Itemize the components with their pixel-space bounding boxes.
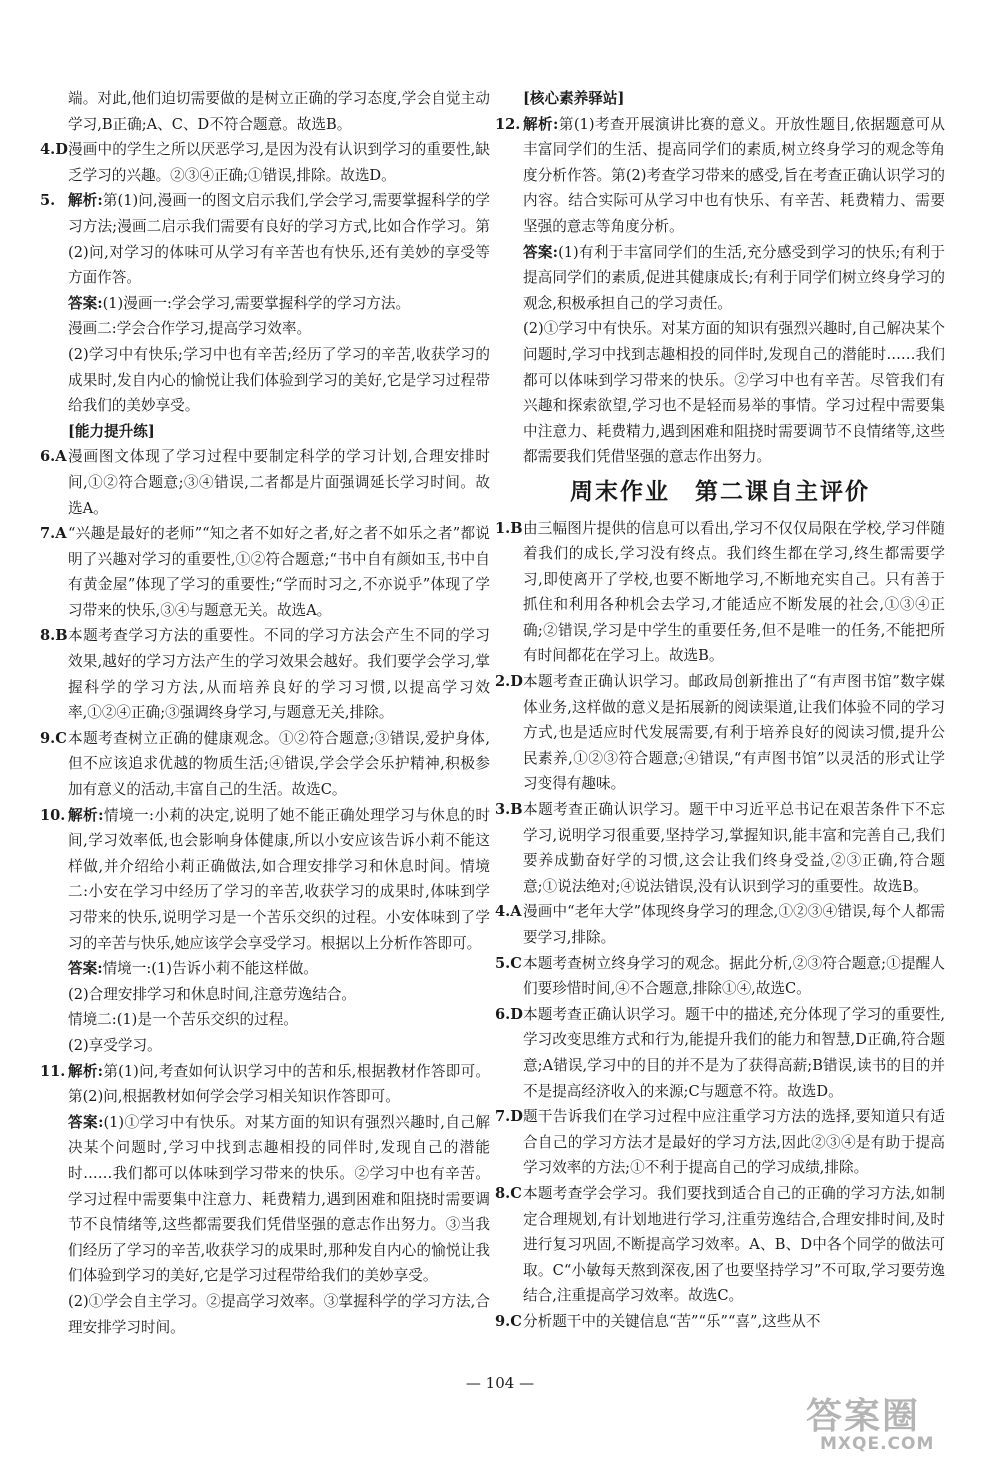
answer-entry: [495, 1181, 945, 1309]
answer-body: 情境一:(1)告诉小莉不能这样做。: [102, 960, 318, 978]
answer-body: 第(1)考查开展演讲比赛的意义。开放性题目,依据题意可从丰富同学们的生活、提高同学们的素质,树立终身学习的观念等角度分析作答。第(2)考查学习带来的感受,旨在考查正确认识学习的内容。结合实际可从学习中也有快乐、有辛苦、耗费精力、需要坚强的意志等角度分析。: [523, 115, 945, 235]
answer-label: 解析:: [523, 115, 559, 133]
answer-text: [68, 1289, 490, 1340]
answer-body: 漫画中的学生之所以厌恶学习,是因为没有认识到学习的重要性,缺乏学习的兴趣。②③④正确;①错误,排除。故选D。: [68, 141, 490, 184]
answer-number: 9.C: [495, 1312, 522, 1330]
answer-entry: [40, 1033, 490, 1059]
page-number: — 104 —: [465, 1374, 535, 1392]
answer-number: 5.C: [495, 954, 522, 972]
answer-label: [能力提升练]: [68, 422, 155, 440]
answer-label: 解析:: [68, 192, 103, 210]
answer-number: 8.C: [495, 1184, 522, 1202]
answer-label: 答案:: [68, 1113, 104, 1131]
answer-body: 本题考查学会学习。我们要找到适合自己的正确的学习方法,如制定合理规划,有计划地进行学习,注重劳逸结合,合理安排时间,及时进行复习巩固,不断提高学习效率。A、B、D中各个同学的做法可取。C“小敏每天熬到深夜,困了也要坚持学习”不可取,学习要劳逸结合,注重提高学习效率。故选C。: [523, 1184, 945, 1305]
answer-body: 由三幅图片提供的信息可以看出,学习不仅仅局限在学校,学习伴随着我们的成长,学习没有终点。我们终生都在学习,终生都需要学习,即使离开了学校,也要不断地学习,不断地充实自己。只有善于抓住和利用各种机会去学习,才能适应不断发展的社会,①③④正确;②错误,学习是中学生的重要任务,但不是唯一的任务,不能把所有时间都花在学习上。故选B。: [523, 519, 945, 665]
answer-text: [68, 726, 490, 803]
answer-entry: [495, 1002, 945, 1104]
answer-text: [68, 342, 490, 419]
answer-number: 7.A: [40, 525, 67, 543]
answer-body: (2)享受学习。: [68, 1036, 162, 1054]
answer-number: 7.D: [495, 1108, 523, 1126]
answer-text: [523, 669, 945, 797]
answer-entry: [495, 1104, 945, 1181]
answer-entry: [495, 899, 945, 950]
answer-body: (1)有利于丰富同学们的生活,充分感受到学习的快乐;有利于提高同学们的素质,促进其健康成长;有利于同学们树立终身学习的观念,积极承担自己的学习责任。: [523, 243, 946, 312]
answer-entry: [40, 623, 490, 725]
answer-text: [523, 1309, 945, 1335]
answer-text: [68, 803, 490, 957]
answer-text: [68, 188, 490, 290]
answer-entry: [40, 803, 490, 957]
answer-entry: [40, 982, 490, 1008]
answer-body: (2)学习中有快乐;学习中也有辛苦;经历了学习的辛苦,收获学习的成果时,发自内心的愉悦让我们体验到学习的美好,它是学习过程带给我们的美妙享受。: [68, 345, 490, 415]
answer-body: (2)①学会自主学习。②提高学习效率。③掌握科学的学习方法,合理安排学习时间。: [68, 1292, 490, 1336]
answer-number: 4.A: [495, 903, 522, 921]
answer-text: [68, 982, 490, 1008]
answer-body: 漫画中“老年大学”体现终身学习的理念,①②③④错误,每个人都需要学习,排除。: [523, 903, 945, 946]
answer-body: (1)①学习中有快乐。对某方面的知识有强烈兴趣时,自己解决某个问题时,学习中找到志趣相投的同伴时,发现自己的潜能时……我们都可以体味到学习带来的快乐。②学习中也有辛苦。学习过程中需要集中注意力、耗费精力,遇到困难和阻挠时需要调节不良情绪等,这些都需要我们凭借坚强的意志作出努力。③当我们经历了学习的辛苦,收获学习的成果时,那种发自内心的愉悦让我们体验到学习的美好,它是学习过程带给我们的美妙享受。: [68, 1113, 490, 1285]
answer-entry: [40, 86, 490, 137]
answer-entry: [40, 291, 490, 317]
answer-entry: [495, 86, 945, 112]
answer-entry: [495, 516, 945, 670]
answer-body: 情境二:(1)是一个苦乐交织的过程。: [68, 1011, 298, 1029]
answer-body: 漫画二:学会合作学习,提高学习效率。: [68, 320, 312, 338]
left-column: [40, 86, 490, 1340]
answer-entry: [495, 797, 945, 899]
answer-number: 3.B: [495, 801, 523, 819]
answer-body: (2)合理安排学习和休息时间,注意劳逸结合。: [68, 985, 357, 1003]
answer-text: [523, 86, 945, 112]
answer-entry: [495, 240, 945, 317]
answer-text: [523, 316, 945, 470]
answer-text: [523, 112, 945, 240]
answer-body: 第(1)问,考查如何认识学习中的苦和乐,根据教材作答即可。第(2)问,根据教材如何学会学习相关知识作答即可。: [68, 1062, 491, 1106]
answer-label: 解析:: [68, 1062, 104, 1080]
answer-body: (2)①学习中有快乐。对某方面的知识有强烈兴趣时,自己解决某个问题时,学习中找到志趣相投的同伴时,发现自己的潜能时……我们都可以体味到学习带来的快乐。②学习中也有辛苦。尽管我们有兴趣和探索欲望,学习也不是轻而易举的事情。学习过程中需要集中注意力、耗费精力,遇到困难和阻挠时需要调节不良情绪等,这些都需要我们凭借坚强的意志作出努力。: [523, 320, 945, 466]
answer-entry: [495, 669, 945, 797]
answer-body: 本题考查正确认识学习。题干中的描述,充分体现了学习的重要性,学习改变思维方式和行为,能提升我们的能力和智慧,D正确,符合题意;A错误,学习中的目的并不是为了获得高薪;B错误,读书的目的并不是提高经济收入的来源;C与题意不符。故选D。: [523, 1005, 945, 1100]
right-column-top: [495, 86, 945, 470]
answer-body: 本题考查树立正确的健康观念。①②符合题意;③错误,爱护身体,但不应该追求优越的物质生活;④错误,学会学会乐护精神,积极参加有意义的活动,丰富自己的生活。故选C。: [68, 729, 490, 799]
answer-entry: [40, 188, 490, 290]
answer-entry: [40, 316, 490, 342]
watermark-text-cn: 答案圈: [806, 1396, 921, 1437]
answer-text: [68, 444, 490, 521]
answer-label: 答案:: [68, 960, 103, 978]
answer-text: [523, 951, 945, 1002]
answer-text: [68, 623, 490, 725]
answer-entry: [40, 726, 490, 803]
answer-body: 本题考查正确认识学习。题干中习近平总书记在艰苦条件下不忘学习,说明学习很重要,坚持学习,掌握知识,能丰富和完善自己,我们要养成勤奋好学的习惯,这会让我们终身受益,②③正确,符合题意;①说法绝对;④说法错误,没有认识到学习的重要性。故选B。: [523, 801, 945, 895]
answer-label: 答案:: [68, 294, 103, 312]
answer-number: 1.B: [495, 519, 523, 537]
answer-entry: [40, 1059, 490, 1110]
answer-number: 6.A: [40, 448, 67, 466]
answer-entry: [40, 1110, 490, 1289]
answer-body: 本题考查学习方法的重要性。不同的学习方法会产生不同的学习效果,越好的学习方法产生的学习效果会越好。我们要学会学习,掌握科学的学习方法,从而培养良好的学习习惯,以提高学习效率,①②④正确;③强调终身学习,与题意无关,排除。: [68, 627, 490, 722]
answer-body: “兴趣是最好的老师”“知之者不如好之者,好之者不如乐之者”都说明了兴趣对学习的重要性,①②符合题意;“书中自有颜如玉,书中自有黄金屋”体现了学习的重要性;“学而时习之,不亦说乎”体现了学习带来的快乐,③④与题意无关。故选A。: [68, 525, 490, 619]
watermark-logo: [806, 1388, 978, 1462]
watermark-text-en: MXQE.COM: [820, 1434, 935, 1454]
answer-entry: [40, 444, 490, 521]
answer-body: 本题考查树立终身学习的观念。据此分析,②③符合题意;①提醒人们要珍惜时间,④不合题意,排除①④,故选C。: [523, 954, 945, 998]
answer-body: 第(1)问,漫画一的图文启示我们,学会学习,需要掌握科学的学习方法;漫画二启示我们需要有良好的学习方式,比如合作学习。第(2)问,对学习的体味可从学习有辛苦也有快乐,还有美妙的享受等方面作答。: [68, 192, 490, 287]
answer-entry: [40, 342, 490, 419]
answer-text: [68, 137, 490, 188]
answer-entry: [40, 521, 490, 623]
answer-text: [523, 899, 945, 950]
answer-text: [523, 1002, 945, 1104]
answer-body: 题干告诉我们在学习过程中应注重学习方法的选择,要知道只有适合自己的学习方法才是最好的学习方法,因此②③④是有助于提高学习效率的方法;①不利于提高自己的学习成绩,排除。: [523, 1108, 945, 1177]
answer-number: 9.C: [40, 729, 67, 747]
right-column-bottom: [495, 516, 945, 1335]
answer-text: [523, 1104, 945, 1181]
answer-text: [68, 291, 490, 317]
answer-body: 本题考查正确认识学习。邮政局创新推出了“有声图书馆”数字媒体业务,这样做的意义是拓展新的阅读渠道,让我们体验不同的学习方式,也是适应时代发展需要,有利于培养良好的阅读习惯,提升公民素养,①②③符合题意;④错误,“有声图书馆”以灵活的形式让学习变得有趣味。: [523, 673, 945, 793]
answer-body: 漫画图文体现了学习过程中要制定科学的学习计划,合理安排时间,①②符合题意;③④错误,二者都是片面强调延长学习时间。故选A。: [68, 448, 490, 517]
answer-label: 解析:: [68, 806, 104, 824]
answer-entry: [495, 112, 945, 240]
answer-entry: [40, 1007, 490, 1033]
answer-text: [68, 1033, 490, 1059]
section-title: 周末作业 第二课自主评价: [570, 478, 870, 505]
answer-entry: [40, 956, 490, 982]
answer-entry: [495, 1309, 945, 1335]
answer-body: 分析题干中的关键信息“苦”“乐”“喜”,这些从不: [523, 1312, 821, 1330]
answer-body: (1)漫画一:学会学习,需要掌握科学的学习方法。: [102, 294, 411, 312]
answer-entry: [40, 419, 490, 445]
answer-number: 10.: [40, 806, 66, 824]
answer-entry: [40, 137, 490, 188]
answer-text: [68, 86, 490, 137]
answer-label: [核心素养驿站]: [523, 90, 625, 107]
answer-text: [523, 797, 945, 899]
answer-number: 4.D: [40, 141, 68, 159]
answer-number: 11.: [40, 1062, 66, 1080]
answer-body: 端。对此,他们迫切需要做的是树立正确的学习态度,学会自觉主动学习,B正确;A、C、D不符合题意。故选B。: [68, 90, 490, 133]
answer-number: 6.D: [495, 1005, 523, 1023]
answer-text: [68, 956, 490, 982]
answer-label: 答案:: [523, 243, 559, 261]
answer-text: [68, 419, 490, 445]
answer-text: [68, 521, 490, 623]
answer-number: 2.D: [495, 673, 523, 691]
answer-number: 12.: [495, 115, 521, 133]
answer-entry: [495, 316, 945, 470]
answer-entry: [40, 1289, 490, 1340]
answer-text: [523, 1181, 945, 1309]
answer-text: [68, 1059, 490, 1110]
right-column: [495, 86, 945, 1335]
answer-number: 8.B: [40, 627, 68, 645]
answer-body: 情境一:小莉的决定,说明了她不能正确处理学习与休息的时间,学习效率低,也会影响身体健康,所以小安应该告诉小莉不能这样做,并介绍给小莉正确做法,如合理安排学习和休息时间。情境二:小安在学习中经历了学习的辛苦,收获学习的成果时,体味到学习带来的快乐,说明学习是一个苦乐交织的过程。小安体味到了学习的辛苦与快乐,她应该学会享受学习。根据以上分析作答即可。: [68, 806, 491, 952]
answer-text: [523, 516, 945, 670]
answer-text: [523, 240, 945, 317]
answer-text: [68, 316, 490, 342]
answer-entry: [495, 951, 945, 1002]
answer-text: [68, 1110, 490, 1289]
answer-number: 5.: [40, 192, 56, 210]
answer-text: [68, 1007, 490, 1033]
